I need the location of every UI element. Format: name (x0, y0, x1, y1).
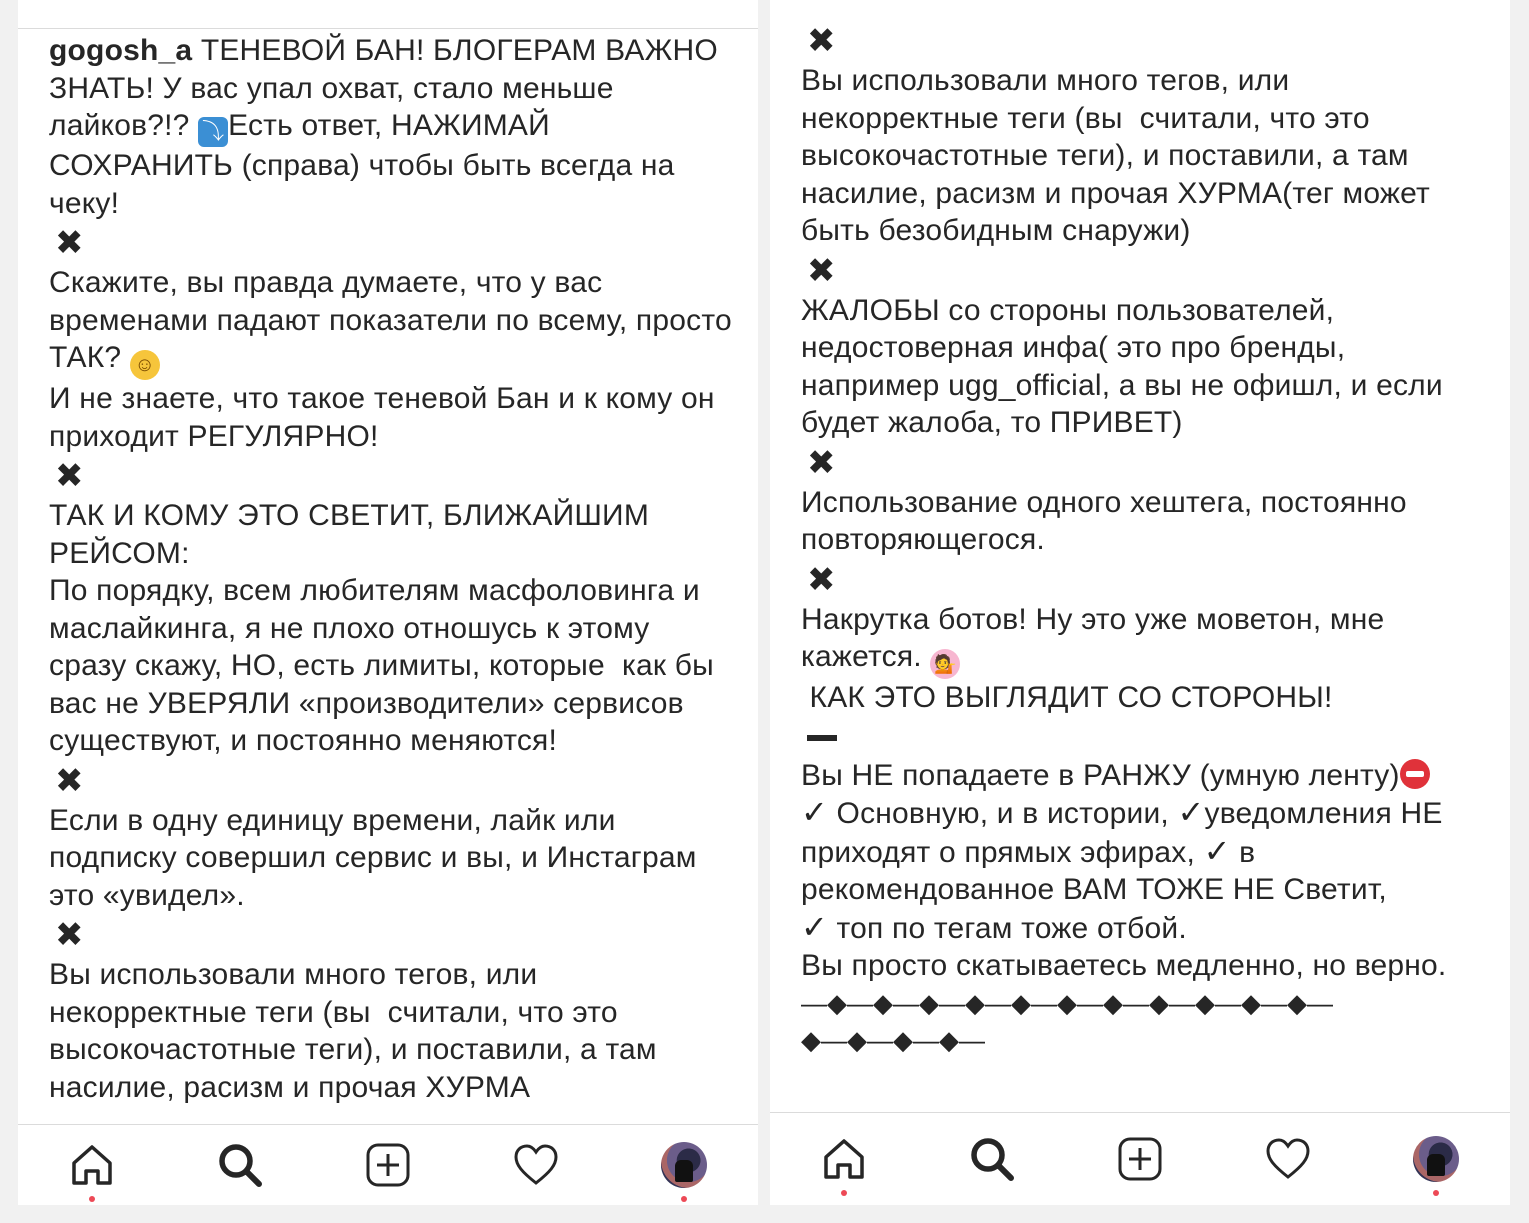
search-icon (968, 1135, 1016, 1183)
cross-mark-icon: ✖ (55, 224, 84, 262)
tab-home[interactable] (804, 1119, 884, 1199)
profile-avatar (1413, 1136, 1459, 1182)
tab-activity[interactable] (1248, 1119, 1328, 1199)
caption-paragraph: Использование одного хештега, постоянно повторяющегося. (801, 485, 1416, 556)
check-mark-icon: ✓ (1177, 794, 1205, 830)
search-icon (216, 1141, 264, 1189)
tab-search[interactable] (952, 1119, 1032, 1199)
caption-intro: gogosh_a ТЕНЕВОЙ БАН! БЛОГЕРАМ ВАЖНО ЗНАТЬ! У вас упал охват, стало меньше лайков?!? ⤵ Есть ответ, НАЖИМАЙ СОХРАНИТЬ (справа) чтобы быть всегда на чеку! (49, 34, 727, 220)
caption-paragraph: Вы использовали много тегов, или некорректные теги (вы считали, что это высокочастотные теги), и поставили, а там насилие, расизм и прочая ХУРМА (49, 958, 666, 1104)
cross-mark-icon: ✖ (807, 251, 836, 290)
caption-paragraph: Накрутка ботов! Ну это уже моветон, мне кажется. 💁 (801, 601, 1486, 680)
left-screenshot (18, 0, 758, 1205)
caption-paragraph: Скажите, вы правда думаете, что у вас временами падают показатели по всему, просто ТАК? ☺ И не знаете, что такое теневой Бан и к кому он приходит РЕГУЛЯРНО! (49, 266, 741, 453)
home-icon (820, 1135, 868, 1183)
tab-profile[interactable] (1396, 1119, 1476, 1199)
cross-mark-icon: ✖ (807, 560, 836, 599)
notification-dot (1433, 1190, 1439, 1196)
relieved-face-emoji-icon: ☺ (130, 350, 160, 380)
cross-mark-icon: ✖ (55, 761, 84, 800)
tab-new-post[interactable] (1100, 1119, 1180, 1199)
new-post-icon (1116, 1135, 1164, 1183)
caption-paragraph: ТАК И КОМУ ЭТО СВЕТИТ, БЛИЖАЙШИМ РЕЙСОМ: (49, 499, 658, 570)
new-post-icon (364, 1141, 412, 1189)
post-caption (49, 32, 741, 1120)
tab-activity[interactable] (496, 1125, 576, 1205)
check-mark-icon: ✓ (801, 908, 829, 945)
decorative-chain: —◆—◆—◆—◆—◆—◆—◆—◆—◆—◆—◆— (801, 987, 1333, 1018)
cross-mark-icon: ✖ (807, 22, 836, 60)
caption-paragraph: По порядку, всем любителям масфоловинга и маслайкинга, я не плохо отношусь к этому сразу скажу, НО, есть лимиты, которые как бы вас не УВЕРЯЛИ «производители» сервисов существуют, и постоянно меняются! (49, 574, 723, 757)
caption-paragraph: Вы НЕ попадаете в РАНЖУ (умную ленту) ✓ Основную, и в истории, ✓уведомления НЕ приходят о прямых эфирах, ✓ в рекомендованное ВАМ ТОЖЕ НЕ Светит, ✓ топ по тегам тоже отбой. (801, 758, 1452, 945)
bottom-tab-bar (18, 1124, 758, 1205)
check-mark-icon: ✓ (801, 794, 829, 830)
caption-paragraph: Вы использовали много тегов, или некорректные теги (вы считали, что это высокочастотные теги), и поставили, а там насилие, расизм и прочая ХУРМА(тег может быть безобидным снаружи) (801, 64, 1439, 247)
arrow-down-emoji-icon: ⤵ (198, 117, 228, 147)
right-screenshot (770, 0, 1510, 1205)
home-icon (68, 1141, 116, 1189)
notification-dot (681, 1196, 687, 1202)
activity-heart-icon (512, 1141, 560, 1189)
username-link[interactable]: gogosh_a (49, 34, 193, 67)
notification-dot (841, 1190, 847, 1196)
tipping-hand-person-emoji-icon: 💁 (930, 649, 960, 679)
cross-mark-icon: ✖ (807, 443, 836, 482)
activity-heart-icon (1264, 1135, 1312, 1183)
cross-mark-icon: ✖ (55, 457, 84, 495)
no-entry-emoji-icon (1400, 759, 1430, 789)
profile-avatar (661, 1142, 707, 1188)
decorative-chain: ◆—◆—◆—◆— (801, 1025, 985, 1055)
dash-separator-icon (801, 717, 1486, 757)
caption-heading: КАК ЭТО ВЫГЛЯДИТ СО СТОРОНЫ! (801, 681, 1333, 714)
check-mark-icon: ✓ (1203, 832, 1231, 869)
post-caption (801, 20, 1486, 1112)
tab-profile[interactable] (644, 1125, 724, 1205)
caption-paragraph: Вы просто скатываетесь медленно, но верно. (801, 949, 1447, 982)
caption-paragraph: Если в одну единицу времени, лайк или подписку совершил сервис и вы, и Инстаграм это «увидел». (49, 803, 706, 912)
cross-mark-icon: ✖ (55, 916, 84, 954)
notification-dot (89, 1196, 95, 1202)
caption-paragraph: ЖАЛОБЫ со стороны пользователей, недостоверная инфа( это про бренды, например ugg_official, а вы не офишл, и если будет жалоба, то ПРИВЕТ) (801, 293, 1452, 439)
bottom-tab-bar (770, 1112, 1510, 1205)
tab-home[interactable] (52, 1125, 132, 1205)
header-divider (18, 28, 758, 29)
tab-search[interactable] (200, 1125, 280, 1205)
tab-new-post[interactable] (348, 1125, 428, 1205)
